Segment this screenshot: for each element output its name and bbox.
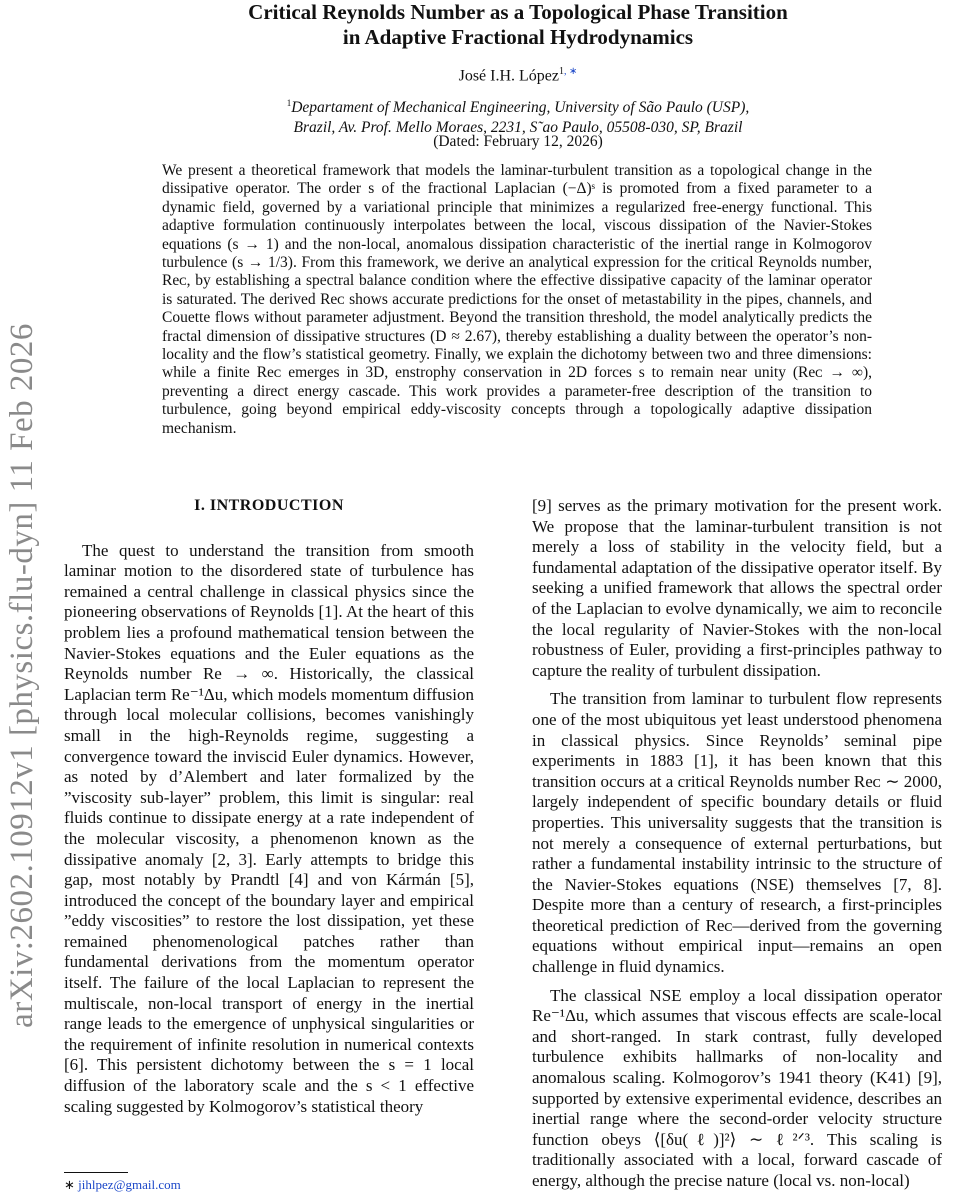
title-line-2: in Adaptive Fractional Hydrodynamics: [342, 25, 694, 49]
affiliation: [200, 93, 836, 138]
dated-line: (Dated: February 12, 2026): [433, 133, 603, 150]
intro-paragraph-4: The classical NSE employ a local dissipation operator Re⁻¹Δu, which assumes that viscous effects are scale-local and short-ranged. In stark contrast, fully developed turbulence exhibits hallmarks of non-locality and anomalous scaling. Kolmogorov’s 1941 theory (K41) [9], supported by extensive experimental evidence, describes an inertial range where the second-order velocity structure function obeys ⟨[δu(ℓ)]²⟩ ∼ ℓ²ᐟ³. This scaling is traditionally associated with a local, forward cascade of energy, although the precise nature (local vs. non-local): [532, 985, 942, 1190]
paper-title: [160, 0, 876, 50]
intro-paragraph-3: The transition from laminar to turbulent flow represents one of the most ubiquitous yet least understood phenomena in classical physics. Since Reynolds’ seminal pipe experiments in 1883 [1], it has been known that this transition occurs at a critical Reynolds number Reᴄ ∼ 2000, largely independent of specific boundary details or fluid properties. This universality suggests that the transition is not merely a consequence of external perturbations, but rather a fundamental instability intrinsic to the structure of the Navier-Stokes equations (NSE) themselves [7, 8]. Despite more than a century of research, a first-principles theoretical prediction of Reᴄ—derived from the governing equations without empirical input—remains an open challenge in fluid dynamics.: [532, 689, 942, 977]
author-line: [160, 66, 876, 85]
author-name: José I.H. López: [458, 67, 560, 85]
corresponding-author-link[interactable]: , ∗: [564, 66, 578, 77]
author-email-link[interactable]: jihlpez@gmail.com: [78, 1177, 181, 1192]
arxiv-sidebar: [0, 235, 44, 1115]
section-heading-introduction: I. INTRODUCTION: [194, 497, 344, 514]
affiliation-line-2: Brazil, Av. Prof. Mello Moraes, 2231, S˜ao Paulo, 05508-030, SP, Brazil: [293, 119, 743, 137]
author-affil-mark: 1: [559, 66, 565, 77]
affiliation-mark: 1: [286, 98, 292, 108]
left-column: [64, 496, 474, 1117]
right-column: [532, 496, 942, 1192]
abstract: We present a theoretical framework that models the laminar-turbulent transition as a topological change in the dissipative operator. The order s of the fractional Laplacian (−Δ)ˢ is promoted from a fixed parameter to a dynamic field, governed by a variational principle that minimizes a regularized free-energy functional. This adaptive formulation continuously interpolates between the local, viscous dissipation of the Navier-Stokes equations (s → 1) and the non-local, anomalous dissipation characteristic of the inertial range in Kolmogorov turbulence (s → 1/3). From this framework, we derive an analytical expression for the critical Reynolds number, Reᴄ, by establishing a spectral balance condition where the effective dissipative capacity of the laminar operator is saturated. The derived Reᴄ shows accurate predictions for the onset of metastability in the pipes, channels, and Couette flows without parameter adjustment. Beyond the transition threshold, the model analytically predicts the fractal dimension of dissipative structures (D ≈ 2.67), thereby establishing a duality between the operator’s non-locality and the flow’s statistical geometry. Finally, we explain the dichotomy between two and three dimensions: while a finite Reᴄ emerges in 3D, enstrophy conservation in 2D forces s to remain near unity (Reᴄ → ∞), preventing a direct energy cascade. This work provides a parameter-free description of the transition to turbulence, going beyond empirical eddy-viscosity concepts through a topologically adaptive dissipation mechanism.: [162, 162, 872, 437]
footnote-mark: ∗: [64, 1177, 75, 1192]
affiliation-line-1: Departament of Mechanical Engineering, University of São Paulo (USP),: [291, 99, 750, 117]
footnote: [64, 1177, 181, 1193]
arxiv-identifier: arXiv:2602.10912v1 [physics.flu-dyn] 11 Feb 2026: [3, 322, 40, 1028]
title-line-1: Critical Reynolds Number as a Topological Phase Transition: [248, 0, 788, 24]
footnote-divider: [64, 1172, 128, 1173]
intro-paragraph-1: The quest to understand the transition from smooth laminar motion to the disordered state of turbulence has remained a central challenge in classical physics since the pioneering observations of Reynolds [1]. At the heart of this problem lies a profound mathematical tension between the Navier-Stokes equations and the Euler equations as the Reynolds number Re → ∞. Historically, the classical Laplacian term Re⁻¹Δu, which models momentum diffusion through local molecular collisions, becomes vanishingly small in the high-Reynolds regime, suggesting a convergence toward the inviscid Euler dynamics. However, as noted by d’Alembert and later formalized by the ”viscosity sub-layer” problem, this limit is singular: real fluids continue to dissipate energy at a rate independent of the molecular viscosity, a phenomenon known as the dissipative anomaly [2, 3]. Early attempts to bridge this gap, most notably by Prandtl [4] and von Kármán [5], introduced the concept of the boundary layer and empirical ”eddy viscosities” to restore the lost dissipation, yet these remained phenomenological patches rather than fundamental derivations from the momentum operator itself. The failure of the local Laplacian to represent the multiscale, non-local transport of energy in the inertial range leads to the emergence of unphysical singularities or the requirement of infinite resolution in numerical contexts [6]. This persistent dichotomy between the s = 1 local diffusion of the laboratory scale and the s < 1 effective scaling suggested by Kolmogorov’s statistical theory: [64, 540, 474, 1116]
intro-paragraph-2: [9] serves as the primary motivation for the present work. We propose that the laminar-turbulent transition is not merely a loss of stability in the velocity field, but a fundamental adaptation of the dissipative operator itself. By seeking a unified framework that allows the spectral order of the Laplacian to evolve dynamically, we aim to reconcile the local regularity of Navier-Stokes with the non-local robustness of Euler, providing a first-principles pathway to capture the reality of turbulent dissipation.: [532, 496, 942, 680]
